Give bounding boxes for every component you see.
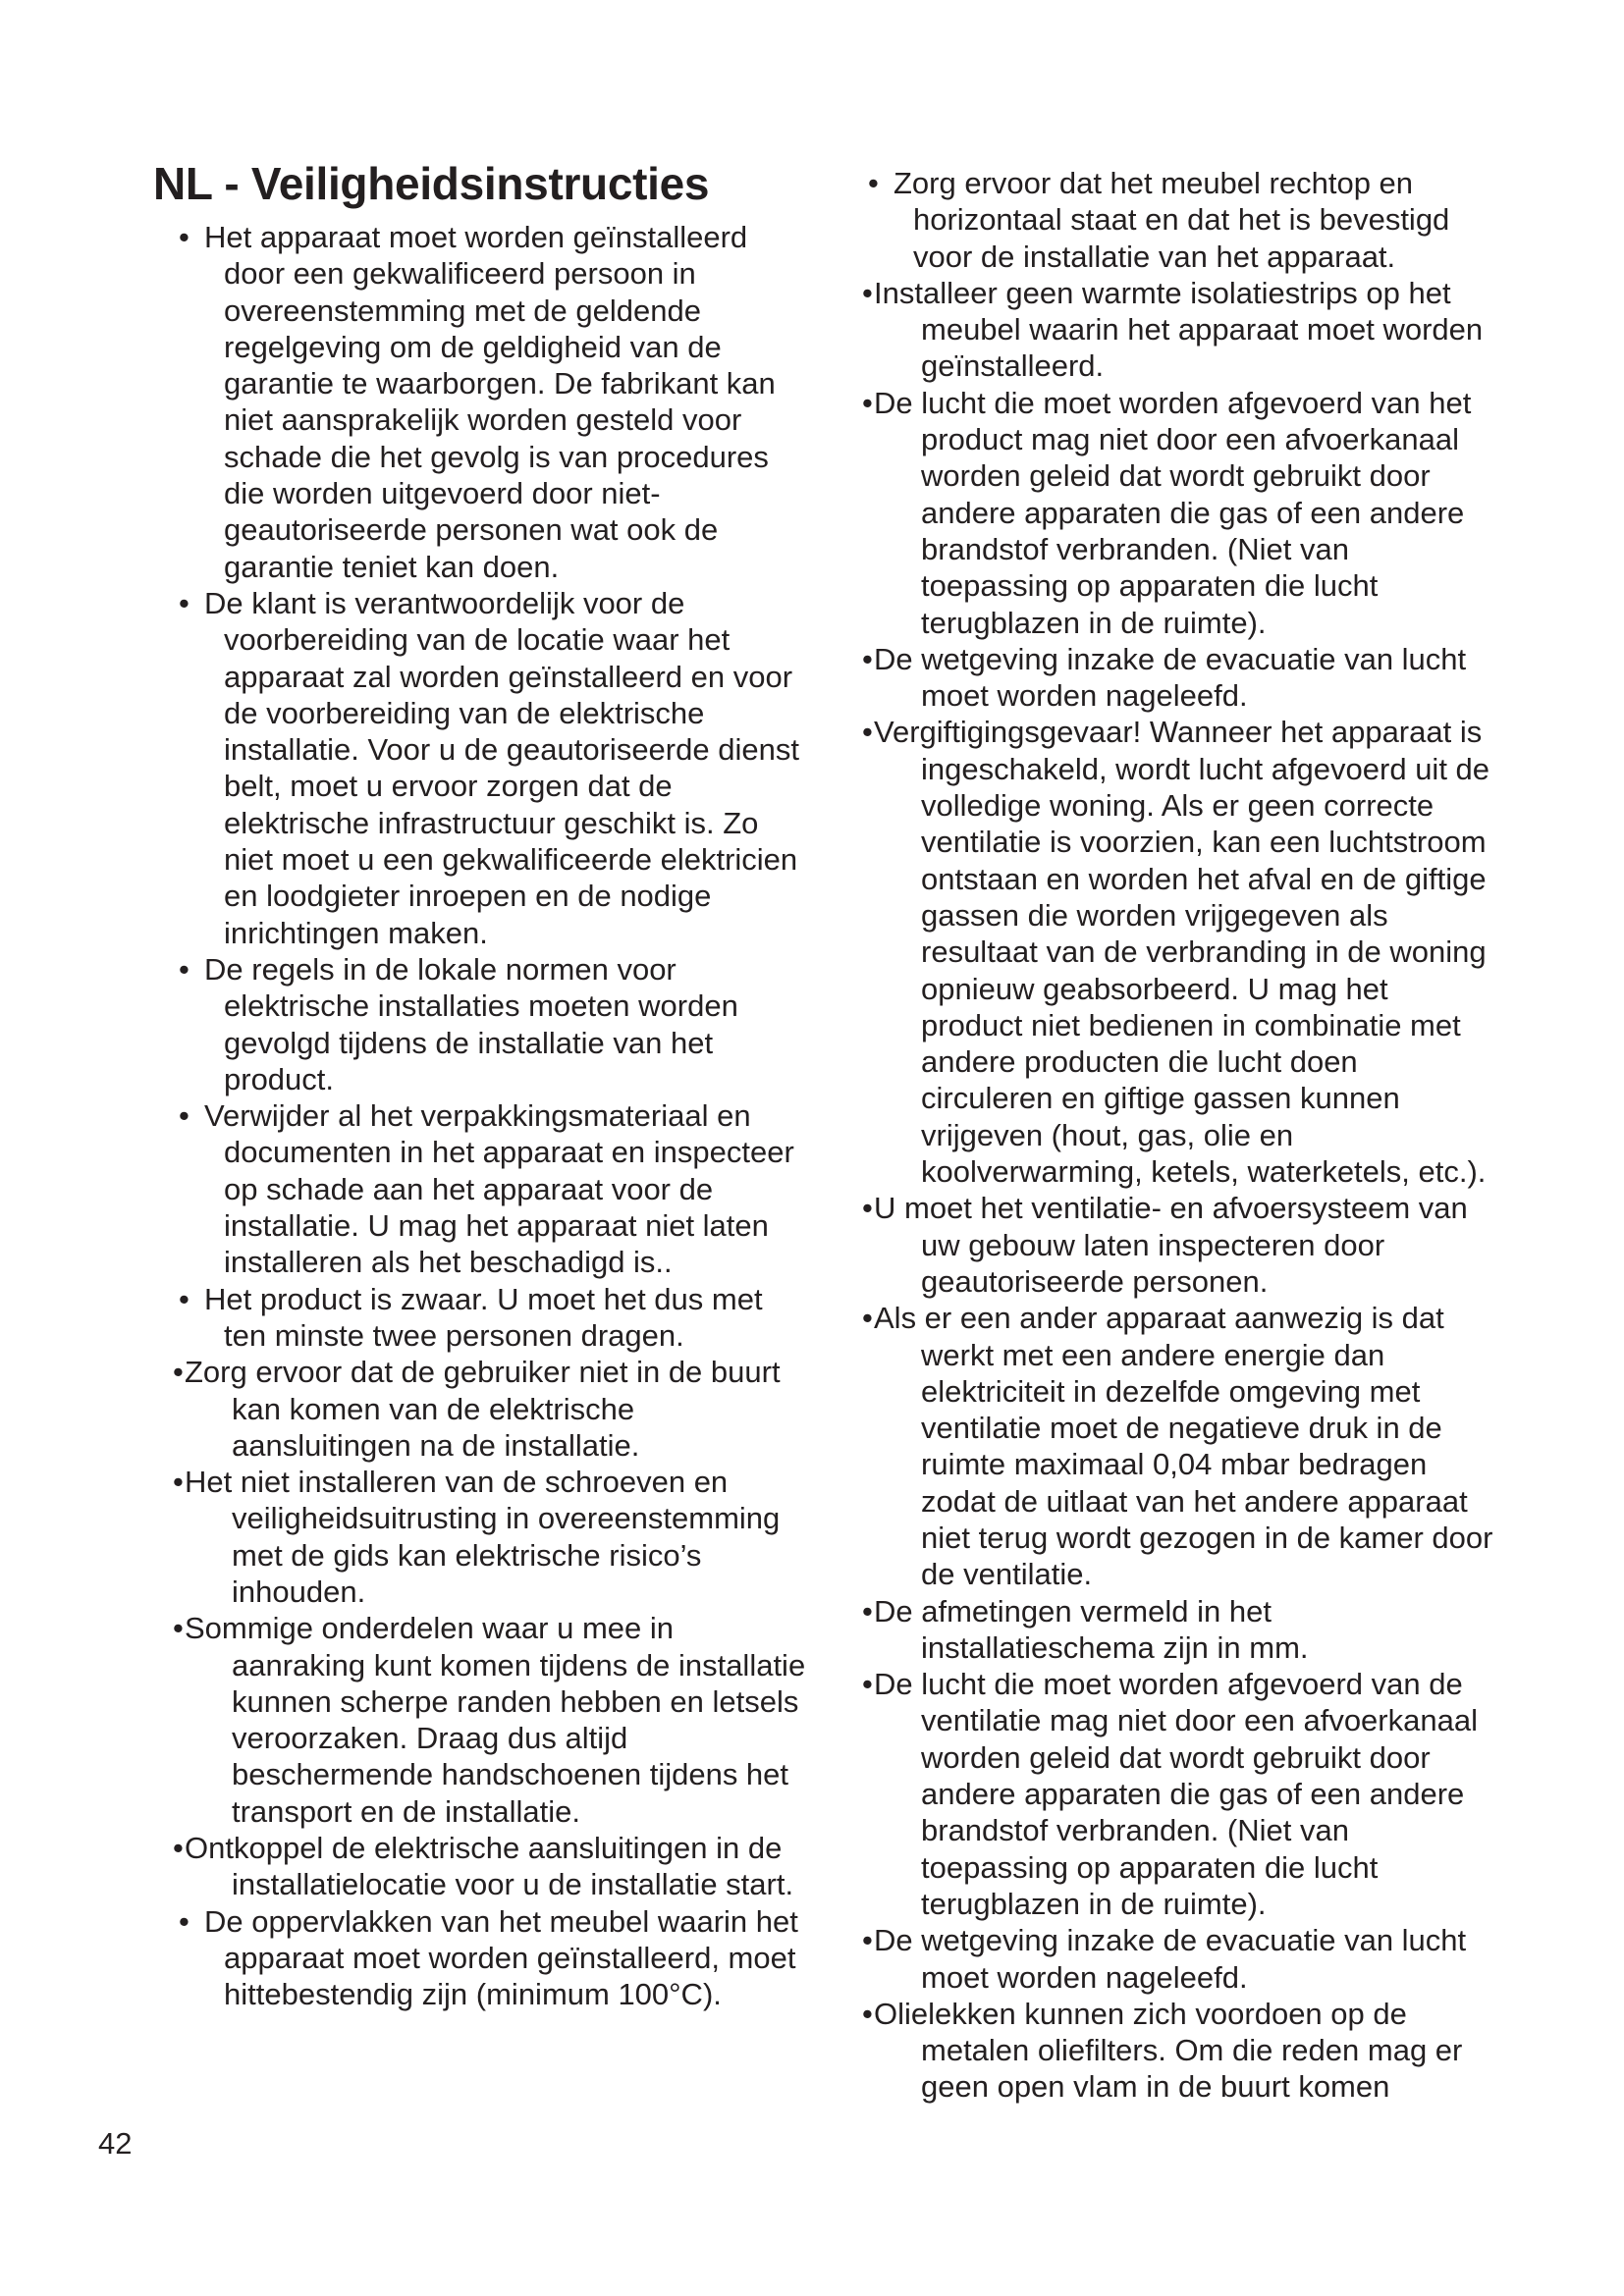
bullet-icon: • [862, 1667, 873, 1702]
list-item [179, 951, 807, 1097]
right-column-instructions [862, 165, 1496, 2106]
list-item [179, 219, 807, 585]
list-item [862, 1300, 1496, 1592]
list-item-text: Ontkoppel de elektrische aansluitingen in de installatielocatie voor u de installatie start. [185, 1831, 794, 1902]
list-item-text: Het apparaat moet worden geïnstalleerd door een gekwalificeerd persoon in overeenstemming met de geldende regelgeving om de geldigheid van de garantie te waarborgen. De fabrikant kan niet aansprakelijk worden gesteld voor schade die het gevolg is van procedures die worden uitgevoerd door niet-geautoriseerde personen wat ook de garantie teniet kan doen. [204, 220, 776, 584]
list-item-text: Sommige onderdelen waar u mee in aanraking kunt komen tijdens de installatie kunnen scherpe randen hebben en letsels veroorzaken. Draag dus altijd beschermende handschoenen tijdens het transport en de installatie. [185, 1611, 806, 1829]
list-item-text: De lucht die moet worden afgevoerd van het product mag niet door een afvoerkanaal worden geleid dat wordt gebruikt door andere apparaten die gas of een andere brandstof verbranden. (Niet van toepassing op apparaten die lucht terugblazen in de ruimte). [874, 385, 1472, 640]
list-item [179, 1097, 807, 1280]
list-item [179, 1903, 807, 2013]
left-column-instructions [173, 219, 807, 2013]
bullet-icon: • [179, 1098, 189, 1134]
list-item-text: De lucht die moet worden afgevoerd van de ventilatie mag niet door een afvoerkanaal worden geleid dat wordt gebruikt door andere apparaten die gas of een andere brandstof verbranden. (Niet van toepassing op apparaten die lucht terugblazen in de ruimte). [874, 1667, 1478, 1921]
list-item [179, 1281, 807, 1355]
bullet-icon: • [862, 1923, 873, 1958]
list-item [173, 1830, 807, 1903]
list-item [173, 1610, 807, 1830]
list-item-text: Zorg ervoor dat de gebruiker niet in de buurt kan komen van de elektrische aansluitingen na de installatie. [185, 1355, 781, 1463]
list-item [862, 1666, 1496, 1922]
bullet-icon: • [173, 1465, 184, 1500]
list-item-text: Zorg ervoor dat het meubel rechtop en horizontaal staat en dat het is bevestigd voor de installatie van het apparaat. [893, 166, 1450, 274]
bullet-icon: • [868, 166, 879, 200]
bullet-icon: • [862, 275, 873, 310]
list-item-text: De regels in de lokale normen voor elektrische installaties moeten worden gevolgd tijdens de installatie van het product. [204, 951, 738, 1096]
list-item-text: Als er een ander apparaat aanwezig is dat werkt met een andere energie dan elektriciteit in dezelfde omgeving met ventilatie moet de negatieve druk in de ruimte maximaal 0,04 mbar bedragen zodat de uitlaat van het andere apparaat niet terug wordt gezogen in de kamer door de ventilatie. [874, 1301, 1493, 1592]
list-item-text: De afmetingen vermeld in het installatieschema zijn in mm. [874, 1593, 1309, 1665]
list-item [862, 385, 1496, 641]
list-item-text: Olielekken kunnen zich voordoen op de metalen oliefilters. Om die reden mag er geen open vlam in de buurt komen [874, 1996, 1463, 2105]
list-item [862, 1190, 1496, 1300]
page-title: NL - Veiligheidsinstructies [153, 158, 710, 209]
bullet-icon: • [179, 1281, 189, 1316]
list-item [173, 1464, 807, 1610]
bullet-icon: • [862, 1593, 873, 1629]
list-item-text: De oppervlakken van het meubel waarin het apparaat moet worden geïnstalleerd, moet hittebestendig zijn (minimum 100°C). [204, 1903, 798, 2012]
list-item [862, 1593, 1496, 1667]
list-item-text: Het niet installeren van de schroeven en veiligheidsuitrusting in overeenstemming met de gids kan elektrische risico’s inhouden. [185, 1465, 781, 1609]
bullet-icon: • [179, 220, 189, 254]
bullet-icon: • [862, 641, 873, 676]
bullet-icon: • [173, 1611, 184, 1646]
list-item [179, 585, 807, 951]
bullet-icon: • [862, 385, 873, 420]
bullet-icon: • [862, 1996, 873, 2031]
bullet-icon: • [862, 1191, 873, 1226]
list-item-text: De wetgeving inzake de evacuatie van lucht moet worden nageleefd. [874, 641, 1467, 714]
list-item [862, 641, 1496, 715]
list-item-text: Verwijder al het verpakkingsmateriaal en documenten in het apparaat en inspecteer op schade aan het apparaat voor de installatie. U mag het apparaat niet laten installeren als het beschadigd is.. [204, 1098, 794, 1280]
list-item-text: Het product is zwaar. U moet het dus met ten minste twee personen dragen. [204, 1281, 763, 1353]
list-item [862, 275, 1496, 385]
bullet-icon: • [862, 715, 873, 750]
list-item-text: Installeer geen warmte isolatiestrips op het meubel waarin het apparaat moet worden geïnstalleerd. [874, 275, 1484, 384]
bullet-icon: • [173, 1355, 184, 1390]
list-item-text: U moet het ventilatie- en afvoersysteem van uw gebouw laten inspecteren door geautoriseerde personen. [874, 1191, 1468, 1299]
bullet-icon: • [862, 1301, 873, 1336]
page-number: 42 [98, 2126, 133, 2161]
bullet-icon: • [179, 585, 189, 620]
list-item [868, 165, 1496, 275]
list-item [862, 1996, 1496, 2106]
list-item [862, 1922, 1496, 1996]
bullet-icon: • [173, 1831, 184, 1866]
list-item-text: De klant is verantwoordelijk voor de voorbereiding van de locatie waar het apparaat zal worden geïnstalleerd en voor de voorbereiding van de elektrische installatie. Voor u de geautoriseerde dienst belt, moet u ervoor zorgen dat de elektrische infrastructuur geschikt is. Zo niet moet u een gekwalificeerde elektricien en loodgieter inroepen en de nodige inrichtingen maken. [204, 585, 799, 950]
bullet-icon: • [179, 1903, 189, 1939]
list-item [862, 714, 1496, 1190]
list-item-text: De wetgeving inzake de evacuatie van lucht moet worden nageleefd. [874, 1923, 1467, 1995]
bullet-icon: • [179, 951, 189, 987]
list-item [173, 1354, 807, 1464]
list-item-text: Vergiftigingsgevaar! Wanneer het apparaat is ingeschakeld, wordt lucht afgevoerd uit de volledige woning. Als er geen correcte ventilatie is voorzien, kan een luchtstroom ontstaan en worden het afval en de giftige gassen die worden vrijgegeven als resultaat van de verbranding in de woning opnieuw geabsorbeerd. U mag het product niet bedienen in combinatie met andere producten die lucht doen circuleren en giftige gassen kunnen vrijgeven (hout, gas, olie en koolverwarming, ketels, waterketels, etc.). [874, 715, 1490, 1190]
